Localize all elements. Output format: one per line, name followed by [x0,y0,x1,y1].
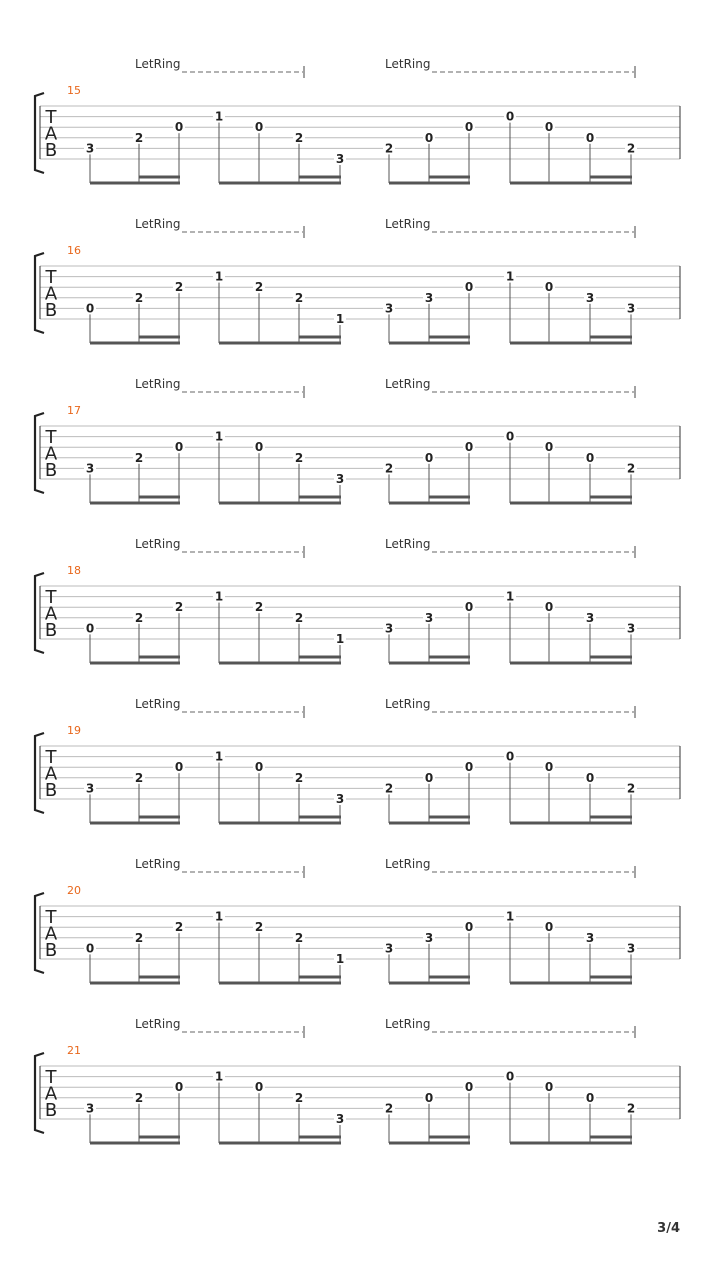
fret-number: 2 [134,1090,144,1105]
beam-primary [219,662,341,665]
let-ring-label: LetRing [135,1017,181,1031]
beam-primary [90,342,180,345]
beam-primary [90,982,180,985]
fret-number: 2 [626,461,636,476]
beam-primary [389,822,470,825]
fret-number: 0 [505,1069,515,1084]
tab-clef-letter: T [45,1067,57,1088]
let-ring-label: LetRing [385,857,431,871]
fret-number: 2 [384,141,394,156]
fret-number: 1 [505,909,515,924]
beam-secondary [429,656,470,659]
fret-number: 3 [384,301,394,316]
fret-number: 2 [626,781,636,796]
fret-number: 3 [585,610,595,625]
fret-number: 0 [464,920,474,935]
beam-secondary [590,496,632,499]
beam-primary [219,822,341,825]
beam-secondary [429,176,470,179]
fret-number: 3 [85,141,95,156]
measure-number: 20 [67,884,81,897]
fret-number: 2 [294,930,304,945]
fret-number: 2 [294,290,304,305]
tab-clef-letter: B [44,140,58,161]
beam-secondary [590,816,632,819]
fret-number: 2 [134,290,144,305]
fret-number: 0 [544,120,554,135]
fret-number: 0 [544,760,554,775]
tab-clef-letter: A [44,923,58,945]
fret-number: 0 [505,749,515,764]
tab-clef-letter: A [44,283,58,305]
let-ring-label: LetRing [385,537,431,551]
tab-clef-letter: B [44,300,58,321]
beam-primary [389,342,470,345]
beam-primary [510,342,632,345]
tab-clef-letter: T [45,587,57,608]
fret-number: 0 [544,600,554,615]
let-ring-label: LetRing [385,57,431,71]
beam-secondary [139,656,180,659]
fret-number: 2 [134,610,144,625]
tab-clef-letter: A [44,763,58,785]
let-ring-label: LetRing [135,377,181,391]
let-ring-label: LetRing [135,857,181,871]
fret-number: 3 [626,301,636,316]
beam-primary [219,342,341,345]
fret-number: 0 [174,440,184,455]
fret-number: 0 [544,920,554,935]
beam-secondary [139,496,180,499]
fret-number: 3 [85,1101,95,1116]
tab-clef-letter: T [45,747,57,768]
fret-number: 1 [335,952,345,966]
fret-number: 3 [335,792,345,806]
measure-number: 16 [67,244,81,257]
beam-secondary [590,336,632,339]
fret-number: 0 [174,1080,184,1095]
fret-number: 3 [335,472,345,486]
fret-number: 0 [505,109,515,124]
beam-secondary [139,176,180,179]
beam-secondary [429,496,470,499]
fret-number: 2 [384,1101,394,1116]
fret-number: 2 [174,600,184,615]
beam-secondary [139,336,180,339]
fret-number: 2 [626,141,636,156]
beam-primary [510,982,632,985]
beam-primary [90,822,180,825]
fret-number: 3 [424,290,434,305]
fret-number: 0 [585,1090,595,1105]
beam-primary [510,662,632,665]
beam-secondary [299,656,341,659]
beam-secondary [299,336,341,339]
let-ring-label: LetRing [135,537,181,551]
let-ring-label: LetRing [135,217,181,231]
measure-number: 18 [67,564,81,577]
beam-secondary [299,816,341,819]
beam-secondary [429,336,470,339]
tab-clef-letter: B [44,780,58,801]
fret-number: 3 [335,152,345,166]
tab-system [35,697,680,825]
beam-primary [219,502,341,505]
fret-number: 0 [85,301,95,316]
fret-number: 0 [254,120,264,135]
fret-number: 1 [505,269,515,284]
tab-clef-letter: B [44,940,58,961]
fret-number: 2 [134,130,144,145]
fret-number: 2 [294,770,304,785]
fret-number: 3 [384,941,394,956]
tab-clef-letter: B [44,620,58,641]
beam-primary [90,1142,180,1145]
fret-number: 1 [214,429,224,444]
beam-secondary [139,976,180,979]
tab-clef-letter: T [45,267,57,288]
fret-number: 3 [335,1112,345,1126]
fret-number: 2 [384,781,394,796]
beam-primary [510,1142,632,1145]
beam-primary [510,182,632,185]
beam-secondary [590,176,632,179]
fret-number: 2 [626,1101,636,1116]
beam-secondary [299,176,341,179]
let-ring-label: LetRing [385,377,431,391]
fret-number: 2 [384,461,394,476]
fret-number: 0 [585,450,595,465]
tab-clef-letter: T [45,427,57,448]
fret-number: 2 [254,920,264,935]
fret-number: 2 [174,280,184,295]
tab-clef-letter: A [44,443,58,465]
beam-secondary [299,496,341,499]
beam-secondary [429,976,470,979]
beam-secondary [590,656,632,659]
fret-number: 3 [626,941,636,956]
fret-number: 2 [254,280,264,295]
fret-number: 1 [214,589,224,604]
tab-clef-letter: A [44,603,58,625]
fret-number: 0 [464,600,474,615]
beam-secondary [590,1136,632,1139]
measure-number: 19 [67,724,81,737]
fret-number: 1 [505,589,515,604]
fret-number: 3 [585,930,595,945]
beam-primary [510,822,632,825]
beam-secondary [139,816,180,819]
beam-primary [389,502,470,505]
tab-system [35,217,680,345]
fret-number: 3 [85,781,95,796]
fret-number: 0 [464,440,474,455]
page-number: 3/4 [657,1221,680,1236]
fret-number: 2 [254,600,264,615]
fret-number: 0 [174,120,184,135]
let-ring-label: LetRing [385,1017,431,1031]
fret-number: 2 [134,450,144,465]
beam-primary [389,662,470,665]
fret-number: 0 [85,941,95,956]
fret-number: 3 [85,461,95,476]
fret-number: 0 [544,1080,554,1095]
fret-number: 2 [294,130,304,145]
tab-clef-letter: A [44,123,58,145]
let-ring-label: LetRing [135,57,181,71]
fret-number: 2 [174,920,184,935]
fret-number: 0 [464,280,474,295]
beam-primary [389,982,470,985]
fret-number: 0 [505,429,515,444]
beam-secondary [139,1136,180,1139]
fret-number: 1 [214,749,224,764]
let-ring-label: LetRing [385,217,431,231]
fret-number: 0 [464,120,474,135]
fret-number: 0 [254,440,264,455]
fret-number: 0 [254,760,264,775]
tab-clef-letter: B [44,1100,58,1121]
beam-primary [389,1142,470,1145]
fret-number: 1 [335,632,345,646]
measure-number: 15 [67,84,81,97]
fret-number: 3 [384,621,394,636]
fret-number: 1 [335,312,345,326]
fret-number: 0 [424,450,434,465]
fret-number: 2 [294,1090,304,1105]
beam-primary [90,182,180,185]
fret-number: 3 [424,610,434,625]
tab-clef-letter: B [44,460,58,481]
beam-secondary [590,976,632,979]
tab-system [35,1017,680,1145]
fret-number: 1 [214,909,224,924]
tab-clef-letter: A [44,1083,58,1105]
fret-number: 1 [214,109,224,124]
measure-number: 17 [67,404,81,417]
fret-number: 1 [214,1069,224,1084]
fret-number: 0 [85,621,95,636]
beam-primary [90,662,180,665]
fret-number: 0 [174,760,184,775]
tab-system [35,57,680,185]
fret-number: 0 [424,130,434,145]
let-ring-label: LetRing [385,697,431,711]
fret-number: 3 [585,290,595,305]
fret-number: 3 [626,621,636,636]
fret-number: 2 [294,450,304,465]
beam-primary [90,502,180,505]
fret-number: 0 [424,770,434,785]
tab-clef-letter: T [45,907,57,928]
fret-number: 0 [254,1080,264,1095]
beam-secondary [429,1136,470,1139]
beam-primary [219,182,341,185]
fret-number: 0 [544,440,554,455]
fret-number: 0 [544,280,554,295]
beam-secondary [429,816,470,819]
tab-clef-letter: T [45,107,57,128]
beam-primary [219,982,341,985]
measure-number: 21 [67,1044,81,1057]
beam-primary [219,1142,341,1145]
fret-number: 0 [464,1080,474,1095]
fret-number: 2 [294,610,304,625]
fret-number: 0 [464,760,474,775]
fret-number: 0 [585,130,595,145]
tab-system [35,537,680,665]
beam-secondary [299,1136,341,1139]
beam-primary [510,502,632,505]
beam-secondary [299,976,341,979]
tab-system [35,377,680,505]
fret-number: 1 [214,269,224,284]
fret-number: 2 [134,930,144,945]
let-ring-label: LetRing [135,697,181,711]
beam-primary [389,182,470,185]
fret-number: 3 [424,930,434,945]
tab-system [35,857,680,985]
fret-number: 0 [585,770,595,785]
fret-number: 2 [134,770,144,785]
fret-number: 0 [424,1090,434,1105]
